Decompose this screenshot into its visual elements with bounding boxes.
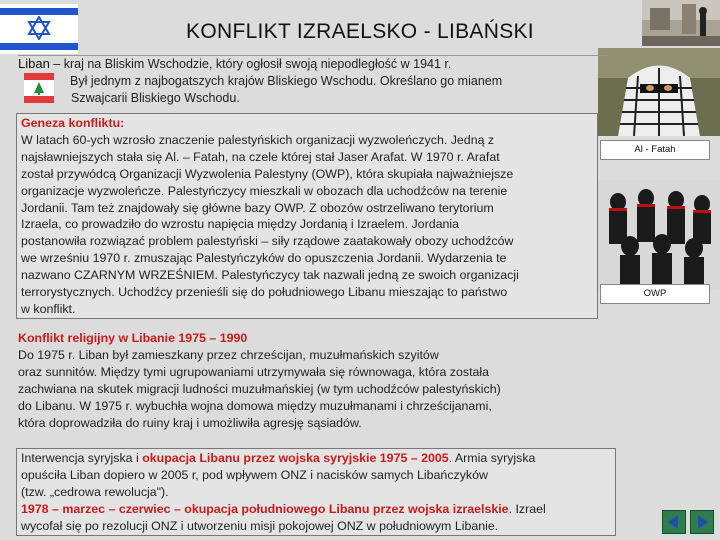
genesis-line: we wrześniu 1970 r. zmuszając Palestyńczyków do opuszczenia Jordanii. Wydarzenia te xyxy=(21,251,507,266)
syrian-occupation-highlight: okupacja Libanu przez wojska syryjskie 1975 – 2005 xyxy=(142,451,449,465)
genesis-section xyxy=(16,113,598,319)
keffiyeh-fighter-photo xyxy=(598,48,720,136)
genesis-line: został przywódcą Organizacji Wyzwolenia Palestyny (OWP), która skupiała najważniejsze xyxy=(21,166,514,181)
syrian-line-3: (tzw. „cedrowa rewolucja"). xyxy=(21,485,169,499)
israeli-text-a: . Izrael xyxy=(508,502,546,516)
owp-fighters-photo xyxy=(598,180,720,290)
religious-line: Do 1975 r. Liban był zamieszkany przez chrześcijan, muzułmańskich szyitów xyxy=(18,347,439,362)
star-of-david-icon xyxy=(27,16,51,40)
syrian-intervention-line xyxy=(21,450,611,467)
street-photo xyxy=(642,0,720,46)
triangle-left-icon xyxy=(663,511,685,533)
liban-description xyxy=(70,73,590,106)
caption-owp: OWP xyxy=(600,284,710,304)
israel-flag xyxy=(0,4,78,54)
religious-conflict-heading: Konflikt religijny w Libanie 1975 – 1990 xyxy=(18,331,248,345)
liban-line-1: – kraj na Bliskim Wschodzie, który ogłosił swoją niepodległość w 1941 r. xyxy=(49,57,452,71)
genesis-line: organizacje wyzwoleńcze. Palestyńczycy mieszkali w obozach dla uchodźców na terenie xyxy=(21,183,508,198)
israeli-occupation-highlight: 1978 – marzec – czerwiec – okupacja południowego Libanu przez wojska izraelskie xyxy=(21,502,509,516)
next-slide-button[interactable] xyxy=(690,510,714,534)
liban-line-3: Szwajcarii Bliskiego Wschodu. xyxy=(71,90,240,105)
genesis-line: nazwano CZARNYM WRZEŚNIEM. Palestyńczycy tak nazwali jedną ze swoich organizacji xyxy=(21,268,519,283)
religious-line: zachwiana na skutek migracji ludności muzułmańskiej (w tym uchodźców palestyńskich) xyxy=(18,381,501,396)
genesis-heading: Geneza konfliktu: xyxy=(21,116,125,130)
genesis-line: W latach 60-ych wzrosło znaczenie palestyńskich organizacji wyzwoleńczych. Jedną z xyxy=(21,132,495,147)
genesis-line: terrorystycznych. Uchodźcy przenieśli się do południowego Libanu mieszając to państwo xyxy=(21,285,508,300)
liban-definition xyxy=(18,56,451,72)
genesis-line: Izraela, co prowadziło do wzrostu napięcia między Jordanią i Izraelem. Jordania xyxy=(21,217,460,232)
israeli-line-2: wycofał się po rezolucji ONZ i utworzeniu misji pokojowej ONZ w południowym Libanie. xyxy=(21,519,499,533)
syrian-text-b: . Armia syryjska xyxy=(448,451,536,465)
syrian-text-a: Interwencja syryjska i xyxy=(21,451,143,465)
genesis-line: postanowiła rozwiązać problem palestyński – siły rządowe zaatakowały obozy uchodźców xyxy=(21,234,514,249)
prev-slide-button[interactable] xyxy=(662,510,686,534)
genesis-line: najsławniejszych stała się Al. – Fatah, na czele której stał Jaser Arafat. W 1970 r. Arafat xyxy=(21,149,500,164)
liban-line-2: Był jednym z najbogatszych krajów Bliskiego Wschodu. Określano go mianem xyxy=(70,74,503,88)
israeli-occupation-line xyxy=(21,501,611,518)
religious-line: która doprowadziła do ruiny kraj i umożliwiła agresję sąsiadów. xyxy=(18,415,362,430)
slide-title: KONFLIKT IZRAELSKO - LIBAŃSKI xyxy=(186,20,534,43)
caption-al-fatah: Al - Fatah xyxy=(600,140,710,160)
religious-line: oraz sunnitów. Między tymi ugrupowaniami utrzymywała się równowaga, która została xyxy=(18,364,490,379)
syrian-line-2: opuściła Liban dopiero w 2005 r, pod wpływem ONZ i nacisków samych Libańczyków xyxy=(21,468,488,482)
occupation-section xyxy=(16,448,616,536)
liban-label: Liban xyxy=(18,56,50,71)
genesis-line: Jordanii. Tam też znajdowały się główne bazy OWP. Z obozów ostrzeliwano terytorium xyxy=(21,200,494,215)
triangle-right-icon xyxy=(691,511,713,533)
religious-conflict-section xyxy=(18,330,598,431)
religious-line: do Libanu. W 1975 r. wybuchła wojna domowa między muzułmanami i chrześcijanami, xyxy=(18,398,492,413)
genesis-line: w konflikt. xyxy=(21,301,76,316)
lebanon-flag xyxy=(24,73,54,103)
